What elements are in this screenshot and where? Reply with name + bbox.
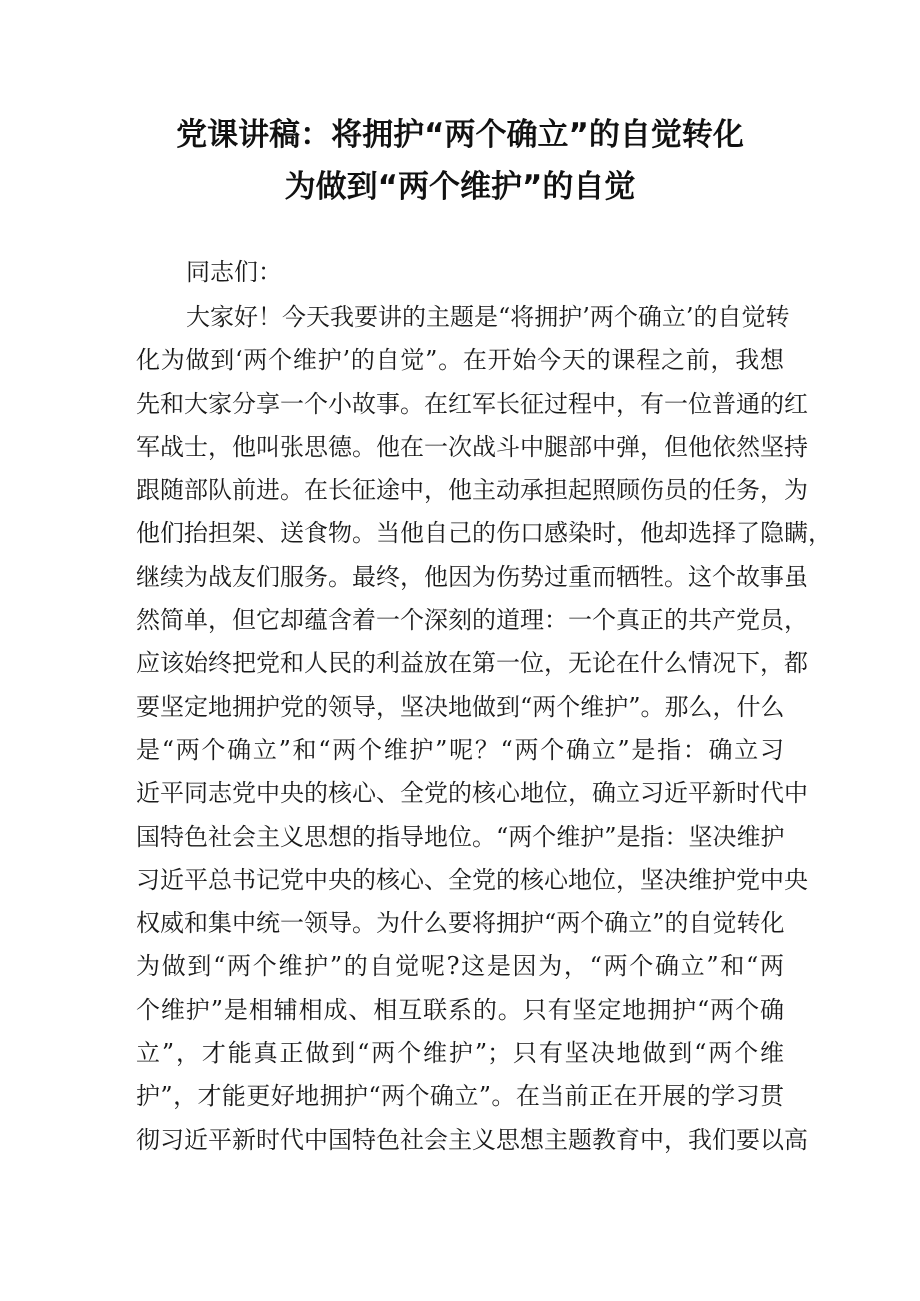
- paragraph-line: 彻习近平新时代中国特色社会主义思想主题教育中，我们要以高: [136, 1125, 808, 1154]
- paragraph-line: 大家好！今天我要讲的主题是“将拥护’两个确立’的自觉转: [186, 303, 790, 331]
- paragraph-line: 为做到“两个维护”的自觉呢?这是因为，“两个确立”和“两: [136, 952, 784, 981]
- paragraph-line: 权威和集中统一领导。为什么要将拥护“两个确立”的自觉转化: [136, 909, 785, 938]
- paragraph-line: 个维护”是相辅相成、相互联系的。只有坚定地拥护“两个确: [136, 995, 784, 1024]
- paragraph-line: 国特色社会主义思想的指导地位。“两个维护”是指：坚决维护: [136, 822, 785, 851]
- salutation: 同志们：: [186, 258, 282, 286]
- paragraph-line: 军战士，他叫张思德。他在一次战斗中腿部中弹，但他依然坚持: [136, 432, 808, 461]
- paragraph-line: 继续为战友们服务。最终，他因为伤势过重而牺牲。这个故事虽: [136, 562, 808, 591]
- paragraph-line: 护”，才能更好地拥护“两个确立”。在当前正在开展的学习贯: [136, 1082, 784, 1111]
- paragraph-line: 要坚定地拥护党的领导，坚决地做到“两个维护”。那么，什么: [136, 692, 785, 721]
- paragraph-line: 先和大家分享一个小故事。在红军长征过程中，有一位普通的红: [136, 389, 808, 418]
- paragraph-line: 他们抬担架、送食物。当他自己的伤口感染时，他却选择了隐瞒，: [136, 519, 832, 548]
- paragraph-line: 习近平总书记党中央的核心、全党的核心地位，坚决维护党中央: [136, 865, 808, 894]
- paragraph-line: 立”，才能真正做到“两个维护”；只有坚决地做到“两个维: [136, 1039, 784, 1068]
- paragraph-line: 应该始终把党和人民的利益放在第一位，无论在什么情况下，都: [136, 649, 808, 678]
- document-title-line-2: 为做到“两个维护”的自觉: [284, 169, 636, 205]
- paragraph-line: 化为做到‘两个维护’的自觉”。在开始今天的课程之前，我想: [136, 346, 784, 375]
- body-paragraph: [136, 296, 832, 1162]
- document-title-line-1: 党课讲稿：将拥护“两个确立”的自觉转化: [176, 117, 744, 153]
- paragraph-line: 然简单，但它却蕴含着一个深刻的道理：一个真正的共产党员，: [136, 606, 808, 635]
- paragraph-line: 近平同志党中央的核心、全党的核心地位，确立习近平新时代中: [136, 779, 808, 808]
- paragraph-line: 是“两个确立”和“两个维护”呢？“两个确立”是指：确立习: [136, 735, 784, 764]
- paragraph-line: 跟随部队前进。在长征途中，他主动承担起照顾伤员的任务，为: [136, 476, 808, 505]
